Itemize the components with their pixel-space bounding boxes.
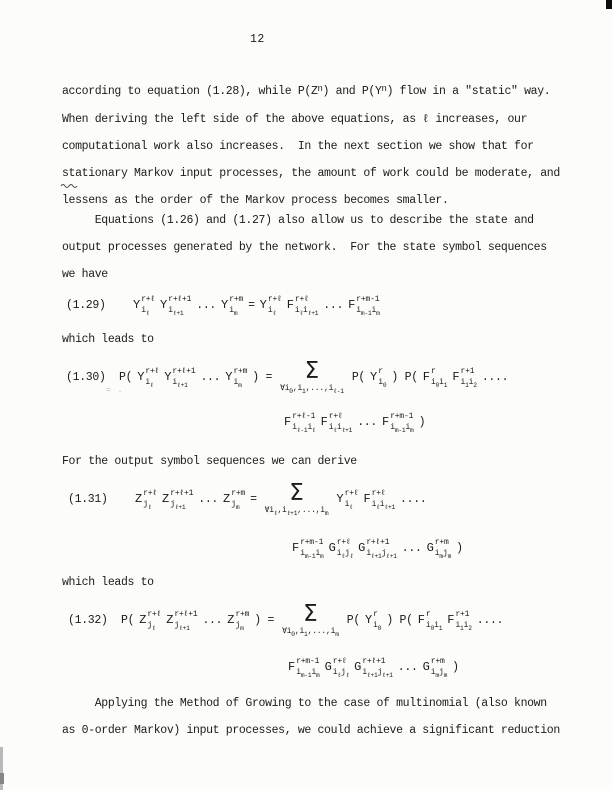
subscript: ℓ — [299, 309, 304, 317]
math-subscript: $i_\ell j_\ell$ — [336, 549, 354, 560]
script-stack — [378, 367, 386, 387]
math-base: G — [426, 541, 434, 555]
subscript: ℓ — [147, 503, 152, 511]
math-subscript: $i_{m-1}i_m$ — [300, 549, 324, 560]
math-subscript: $i_0$ — [373, 621, 382, 632]
text-line: output processes generated by the network. For the state symbol sequences — [62, 241, 547, 254]
math-superscript: r — [431, 367, 436, 376]
math-superscript: r+ℓ — [267, 295, 282, 304]
script-stack — [366, 538, 396, 558]
sigma-symbol: Σ — [289, 480, 304, 506]
equation-label: (1.31) — [68, 492, 108, 506]
subscript: ℓ — [152, 624, 156, 632]
math-text: ) — [452, 660, 459, 674]
math-base: F — [363, 492, 371, 506]
math-text: ) — [418, 415, 426, 429]
pencil-mark: = . — [106, 386, 124, 395]
math-base: Z — [227, 613, 235, 627]
script-stack — [362, 657, 392, 677]
math-subscript: $j_{\ell+1}$ — [174, 621, 190, 632]
script-stack — [233, 367, 247, 387]
equation-1-29 — [66, 285, 380, 325]
subscript: ℓ+1 — [179, 624, 190, 632]
script-stack — [229, 295, 243, 315]
math-text: ) = — [252, 370, 273, 384]
text-line: as 0-order Markov) input processes, we could achieve a significant reduction — [62, 724, 560, 737]
math-superscript: r+ℓ — [141, 295, 156, 304]
math-subscript: $j_\ell$ — [143, 500, 152, 511]
script-stack — [390, 412, 413, 432]
subscript: m — [233, 309, 238, 317]
math-superscript: r+m-1 — [390, 412, 414, 421]
text-line: When deriving the left side of the above equations, as ℓ increases, our — [62, 113, 528, 126]
math-superscript: r+ℓ — [332, 657, 347, 666]
math-term — [358, 538, 397, 558]
equation-label: (1.30) — [66, 370, 106, 384]
math-base: F — [348, 298, 356, 312]
math-term — [423, 367, 448, 387]
page-number: 12 — [250, 33, 265, 46]
equation-label: (1.29) — [66, 298, 106, 312]
subscript: ℓ+1 — [174, 503, 186, 511]
math-superscript: r+1 — [455, 610, 470, 619]
script-stack — [141, 295, 155, 315]
math-base: Y — [160, 298, 168, 312]
sigma-symbol: Σ — [303, 601, 318, 627]
subscript: ℓ+1 — [384, 503, 396, 511]
math-term — [287, 295, 319, 315]
math-base: F — [284, 415, 292, 429]
subscript: m — [316, 671, 320, 679]
text-line: Applying the Method of Growing to the case of multinomial (also known — [62, 697, 547, 710]
math-text: .... — [481, 370, 509, 384]
math-superscript: r+ℓ-1 — [292, 412, 316, 421]
math-term — [363, 489, 395, 509]
subscript: 0 — [291, 630, 295, 638]
math-superscript: r+ℓ — [147, 610, 162, 619]
math-superscript: r+m-1 — [300, 538, 324, 547]
math-term — [382, 412, 414, 432]
math-base: F — [422, 370, 430, 384]
connector-which-leads-to-2: which leads to — [62, 576, 154, 589]
math-term — [164, 367, 195, 387]
math-subscript: $i_\ell$ — [145, 378, 154, 389]
math-subscript: $i_mj_m$ — [430, 668, 448, 679]
script-stack — [333, 657, 349, 677]
subscript: m — [435, 671, 439, 679]
subscript: m — [324, 509, 329, 517]
subscript: ℓ — [150, 381, 154, 389]
summation — [280, 360, 344, 394]
paragraph-closing — [62, 690, 560, 744]
math-subscript: $i_\ell i_{\ell+1}$ — [294, 306, 319, 317]
math-base: Y — [137, 370, 145, 384]
paragraph-state-output — [62, 207, 547, 288]
math-base: Y — [133, 298, 141, 312]
text-line: according to equation (1.28), while $P(Z^n)$ and $P(Y^n)$ flow in a "static" way. — [62, 84, 551, 98]
math-superscript: r+ℓ+1 — [168, 295, 192, 304]
superscript: n — [317, 84, 323, 94]
math-subscript: $i_mj_m$ — [434, 549, 452, 560]
math-text: P( — [121, 613, 135, 627]
connector-which-leads-to-1: which leads to — [62, 333, 154, 346]
math-base: G — [324, 660, 332, 674]
math-base: Y — [370, 370, 378, 384]
equation-1-30-line-2 — [284, 404, 425, 440]
text-line: stationary Markov input processes, the amount of work could be moderate, and — [62, 167, 560, 180]
math-text: ... — [200, 370, 221, 384]
script-stack — [235, 610, 249, 630]
subscript: 1 — [443, 381, 448, 389]
math-superscript: r+m — [229, 295, 244, 304]
math-text: ... — [202, 613, 223, 627]
subscript: ℓ-1 — [296, 426, 308, 434]
script-stack — [268, 295, 282, 315]
subscript: m — [240, 624, 244, 632]
subscript: m — [335, 630, 339, 638]
summation — [282, 603, 339, 637]
subscript: m — [320, 552, 324, 560]
subscript: 0 — [377, 624, 382, 632]
subscript: ℓ — [349, 503, 353, 511]
math-superscript: r+1 — [460, 367, 475, 376]
connector-output-derive: For the output symbol sequences we can derive — [62, 455, 357, 468]
math-term — [133, 295, 155, 315]
subscript: ℓ — [337, 671, 341, 679]
math-superscript: r+ℓ — [143, 489, 158, 498]
math-term — [225, 367, 247, 387]
subscript: 0 — [289, 387, 293, 395]
subscript: ℓ-1 — [333, 387, 344, 395]
equation-1-31-line-2 — [292, 530, 463, 566]
subscript: ℓ+1 — [286, 509, 298, 517]
math-superscript: r+m-1 — [296, 657, 320, 666]
math-term — [418, 610, 443, 630]
subscript: 1 — [304, 630, 308, 638]
math-subscript: $i_m$ — [229, 306, 238, 317]
math-term — [329, 538, 354, 558]
math-subscript: $i_0$ — [378, 378, 387, 389]
math-subscript: $j_m$ — [235, 621, 244, 632]
math-subscript: $i_{\ell+1}$ — [172, 378, 188, 389]
math-base: Z — [135, 492, 143, 506]
math-text: ) P( — [386, 613, 413, 627]
subscript: ℓ+1 — [307, 309, 319, 317]
math-term — [227, 610, 249, 630]
text-line: lessens as the order of the Markov process becomes smaller. — [62, 194, 449, 207]
math-superscript: r+ℓ+1 — [172, 367, 196, 376]
math-superscript: r — [425, 610, 431, 619]
math-superscript: r+m — [434, 538, 449, 547]
math-term — [139, 610, 161, 630]
subscript: ℓ — [341, 552, 345, 560]
math-subscript: $i_0i_1$ — [431, 378, 448, 389]
math-superscript: r+ℓ — [294, 295, 309, 304]
math-subscript: $i_m$ — [233, 378, 242, 389]
script-stack — [435, 538, 451, 558]
math-superscript: r+ℓ — [336, 538, 351, 547]
equation-1-32-line-2 — [288, 649, 459, 685]
summation — [265, 482, 329, 516]
sigma-symbol: Σ — [304, 358, 320, 384]
math-base: Z — [166, 613, 174, 627]
script-stack — [172, 367, 195, 387]
math-text: ... — [196, 298, 217, 312]
subscript: m — [376, 309, 380, 317]
math-text: ... — [323, 298, 344, 312]
math-text: P( — [346, 613, 360, 627]
math-term — [321, 412, 353, 432]
math-text: = — [250, 492, 257, 506]
subscript: m-1 — [360, 309, 372, 317]
math-base: F — [452, 370, 460, 384]
math-subscript: $i_1i_2$ — [460, 378, 477, 389]
math-term — [166, 610, 197, 630]
subscript: ℓ — [345, 671, 350, 679]
subscript: 1 — [460, 624, 464, 632]
math-subscript: $i_{m-1}i_m$ — [390, 423, 414, 434]
math-term — [221, 295, 243, 315]
math-superscript: r+m — [233, 367, 248, 376]
math-base: G — [358, 541, 366, 555]
script-stack — [145, 367, 159, 387]
math-superscript: r+ℓ — [145, 367, 160, 376]
math-base: Z — [162, 492, 170, 506]
subscript: m — [235, 503, 240, 511]
script-stack — [345, 489, 359, 509]
script-stack — [296, 657, 319, 677]
subscript: ℓ — [312, 426, 316, 434]
subscript: ℓ — [145, 309, 150, 317]
math-term — [427, 538, 452, 558]
math-subscript: $j_{\ell+1}$ — [170, 500, 186, 511]
math-subscript: $i_\ell j_\ell$ — [332, 668, 350, 679]
script-stack — [168, 295, 191, 315]
sum-index-range: $\forall i_\ell,i_{\ell+1},...,i_m$ — [264, 506, 329, 517]
sum-index-range: $\forall i_0,i_1,...,i_m$ — [282, 627, 339, 638]
math-term — [423, 657, 448, 677]
subscript: 0 — [435, 381, 440, 389]
math-text: P( — [119, 370, 133, 384]
math-subscript: $i_\ell$ — [141, 306, 150, 317]
subscript: ℓ+1 — [341, 426, 353, 434]
math-text: .... — [400, 492, 427, 506]
math-base: F — [286, 298, 294, 312]
subscript: ℓ — [333, 426, 337, 434]
script-stack — [170, 489, 193, 509]
math-term — [284, 412, 316, 432]
subscript: m-1 — [394, 426, 406, 434]
subscript: 0 — [430, 624, 435, 632]
math-superscript: r+m — [235, 610, 250, 619]
math-superscript: r+m — [231, 489, 246, 498]
math-superscript: r+m-1 — [356, 295, 380, 304]
math-base: F — [417, 613, 425, 627]
math-term — [135, 489, 157, 509]
script-stack — [426, 610, 442, 630]
math-base: Z — [139, 613, 147, 627]
math-subscript: $j_m$ — [231, 500, 240, 511]
script-stack — [455, 610, 471, 630]
math-text: ... — [397, 660, 418, 674]
subscript: ℓ+1 — [366, 671, 378, 679]
equation-label: (1.32) — [68, 613, 108, 627]
script-stack — [337, 538, 353, 558]
subscript: ℓ+1 — [172, 309, 184, 317]
math-subscript: $i_{\ell+1}j_{\ell+1}$ — [366, 549, 397, 560]
subscript: 1 — [302, 387, 306, 395]
math-text: = — [248, 298, 255, 312]
math-subscript: $i_\ell i_{\ell+1}$ — [328, 423, 353, 434]
script-stack — [431, 367, 447, 387]
sum-index-range: $\forall i_0,i_1,...,i_{\ell-1}$ — [280, 384, 344, 395]
script-stack — [292, 412, 315, 432]
math-term — [365, 610, 381, 630]
text-line: computational work also increases. In the next section we show that for — [62, 140, 534, 153]
math-term — [162, 489, 193, 509]
math-term — [348, 295, 380, 315]
subscript: 1 — [465, 381, 469, 389]
math-text: ... — [401, 541, 422, 555]
math-base: F — [320, 415, 328, 429]
equation-1-32-line-1 — [68, 596, 503, 644]
math-superscript: r — [378, 367, 383, 376]
script-stack — [461, 367, 477, 387]
subscript: 2 — [468, 624, 472, 632]
script-stack — [372, 489, 395, 509]
math-superscript: r — [373, 610, 378, 619]
subscript: ℓ — [349, 552, 354, 560]
math-term — [452, 367, 477, 387]
math-term — [447, 610, 472, 630]
text-line: we have — [62, 268, 108, 281]
subscript: ℓ+1 — [382, 671, 393, 679]
math-base: G — [328, 541, 336, 555]
math-subscript: $i_{\ell-1}i_\ell$ — [292, 423, 316, 434]
math-text: ) — [456, 541, 463, 555]
math-base: Y — [336, 492, 344, 506]
math-term — [223, 489, 245, 509]
math-text: ... — [198, 492, 219, 506]
equation-1-31-line-1 — [68, 475, 426, 523]
subscript: m — [439, 552, 443, 560]
script-stack — [329, 412, 352, 432]
subscript: 2 — [473, 381, 477, 389]
subscript: ℓ+1 — [177, 381, 188, 389]
script-stack — [300, 538, 323, 558]
math-superscript: r+ℓ — [371, 489, 386, 498]
math-text: ) P( — [391, 370, 418, 384]
math-subscript: $i_{m-1}i_m$ — [296, 668, 320, 679]
math-base: G — [354, 660, 362, 674]
math-base: F — [292, 541, 300, 555]
subscript: m — [410, 426, 414, 434]
math-subscript: $j_\ell$ — [147, 621, 156, 632]
subscript: ℓ — [273, 509, 278, 517]
math-superscript: r+ℓ+1 — [366, 538, 390, 547]
math-text: ) = — [254, 613, 275, 627]
math-base: F — [288, 660, 296, 674]
subscript: 0 — [382, 381, 387, 389]
script-stack — [143, 489, 157, 509]
math-base: Y — [225, 370, 233, 384]
math-base: Z — [223, 492, 231, 506]
subscript: ℓ+1 — [370, 552, 382, 560]
subscript: ℓ — [272, 309, 277, 317]
subscript: 1 — [438, 624, 443, 632]
math-subscript: $i_{\ell+1}$ — [168, 306, 184, 317]
script-stack — [174, 610, 197, 630]
math-term — [260, 295, 282, 315]
scan-mark-left-edge-dark — [0, 773, 4, 784]
scan-mark-top-right — [606, 0, 612, 9]
math-base: Y — [364, 613, 373, 627]
equation-1-30-line-1 — [66, 353, 508, 401]
math-term — [370, 367, 386, 387]
math-superscript: r+ℓ — [344, 489, 359, 498]
subscript: m — [238, 381, 242, 389]
math-term — [325, 657, 350, 677]
subscript: m — [447, 552, 452, 560]
script-stack — [373, 610, 381, 630]
subscript: m-1 — [300, 671, 312, 679]
math-subscript: $i_\ell$ — [344, 500, 353, 511]
script-stack — [295, 295, 318, 315]
math-subscript: $i_\ell i_{\ell+1}$ — [371, 500, 396, 511]
math-base: F — [447, 613, 455, 627]
script-stack — [231, 489, 245, 509]
math-term — [160, 295, 191, 315]
script-stack — [147, 610, 161, 630]
script-stack — [431, 657, 447, 677]
math-subscript: $i_\ell$ — [267, 306, 277, 317]
math-subscript: $i_1i_2$ — [455, 621, 472, 632]
math-superscript: r+m — [430, 657, 445, 666]
superscript: n — [381, 84, 387, 94]
math-subscript: $i_{m-1}i_m$ — [356, 306, 380, 317]
text-line: Equations (1.26) and (1.27) also allow us to describe the state and — [62, 214, 534, 227]
math-term — [137, 367, 159, 387]
math-superscript: r+ℓ — [328, 412, 343, 421]
math-term — [354, 657, 393, 677]
math-base: Y — [259, 298, 267, 312]
subscript: ℓ+1 — [386, 552, 397, 560]
subscript: ℓ — [376, 503, 380, 511]
math-superscript: r+ℓ+1 — [362, 657, 386, 666]
math-text: P( — [351, 370, 366, 384]
math-term — [292, 538, 324, 558]
math-base: G — [422, 660, 430, 674]
math-subscript: $i_{\ell+1}j_{\ell+1}$ — [362, 668, 393, 679]
math-superscript: r+ℓ+1 — [170, 489, 194, 498]
handwritten-squiggle-mark — [60, 176, 78, 183]
math-base: Y — [221, 298, 229, 312]
subscript: m — [443, 671, 448, 679]
math-term — [288, 657, 320, 677]
math-text: ... — [357, 415, 377, 429]
math-text: .... — [476, 613, 504, 627]
math-base: Y — [164, 370, 172, 384]
math-base: F — [382, 415, 390, 429]
paragraph-opening — [62, 78, 560, 214]
math-subscript: $i_0i_1$ — [425, 621, 443, 632]
math-term — [336, 489, 358, 509]
math-superscript: r+ℓ+1 — [174, 610, 198, 619]
subscript: m-1 — [304, 552, 316, 560]
script-stack — [356, 295, 379, 315]
